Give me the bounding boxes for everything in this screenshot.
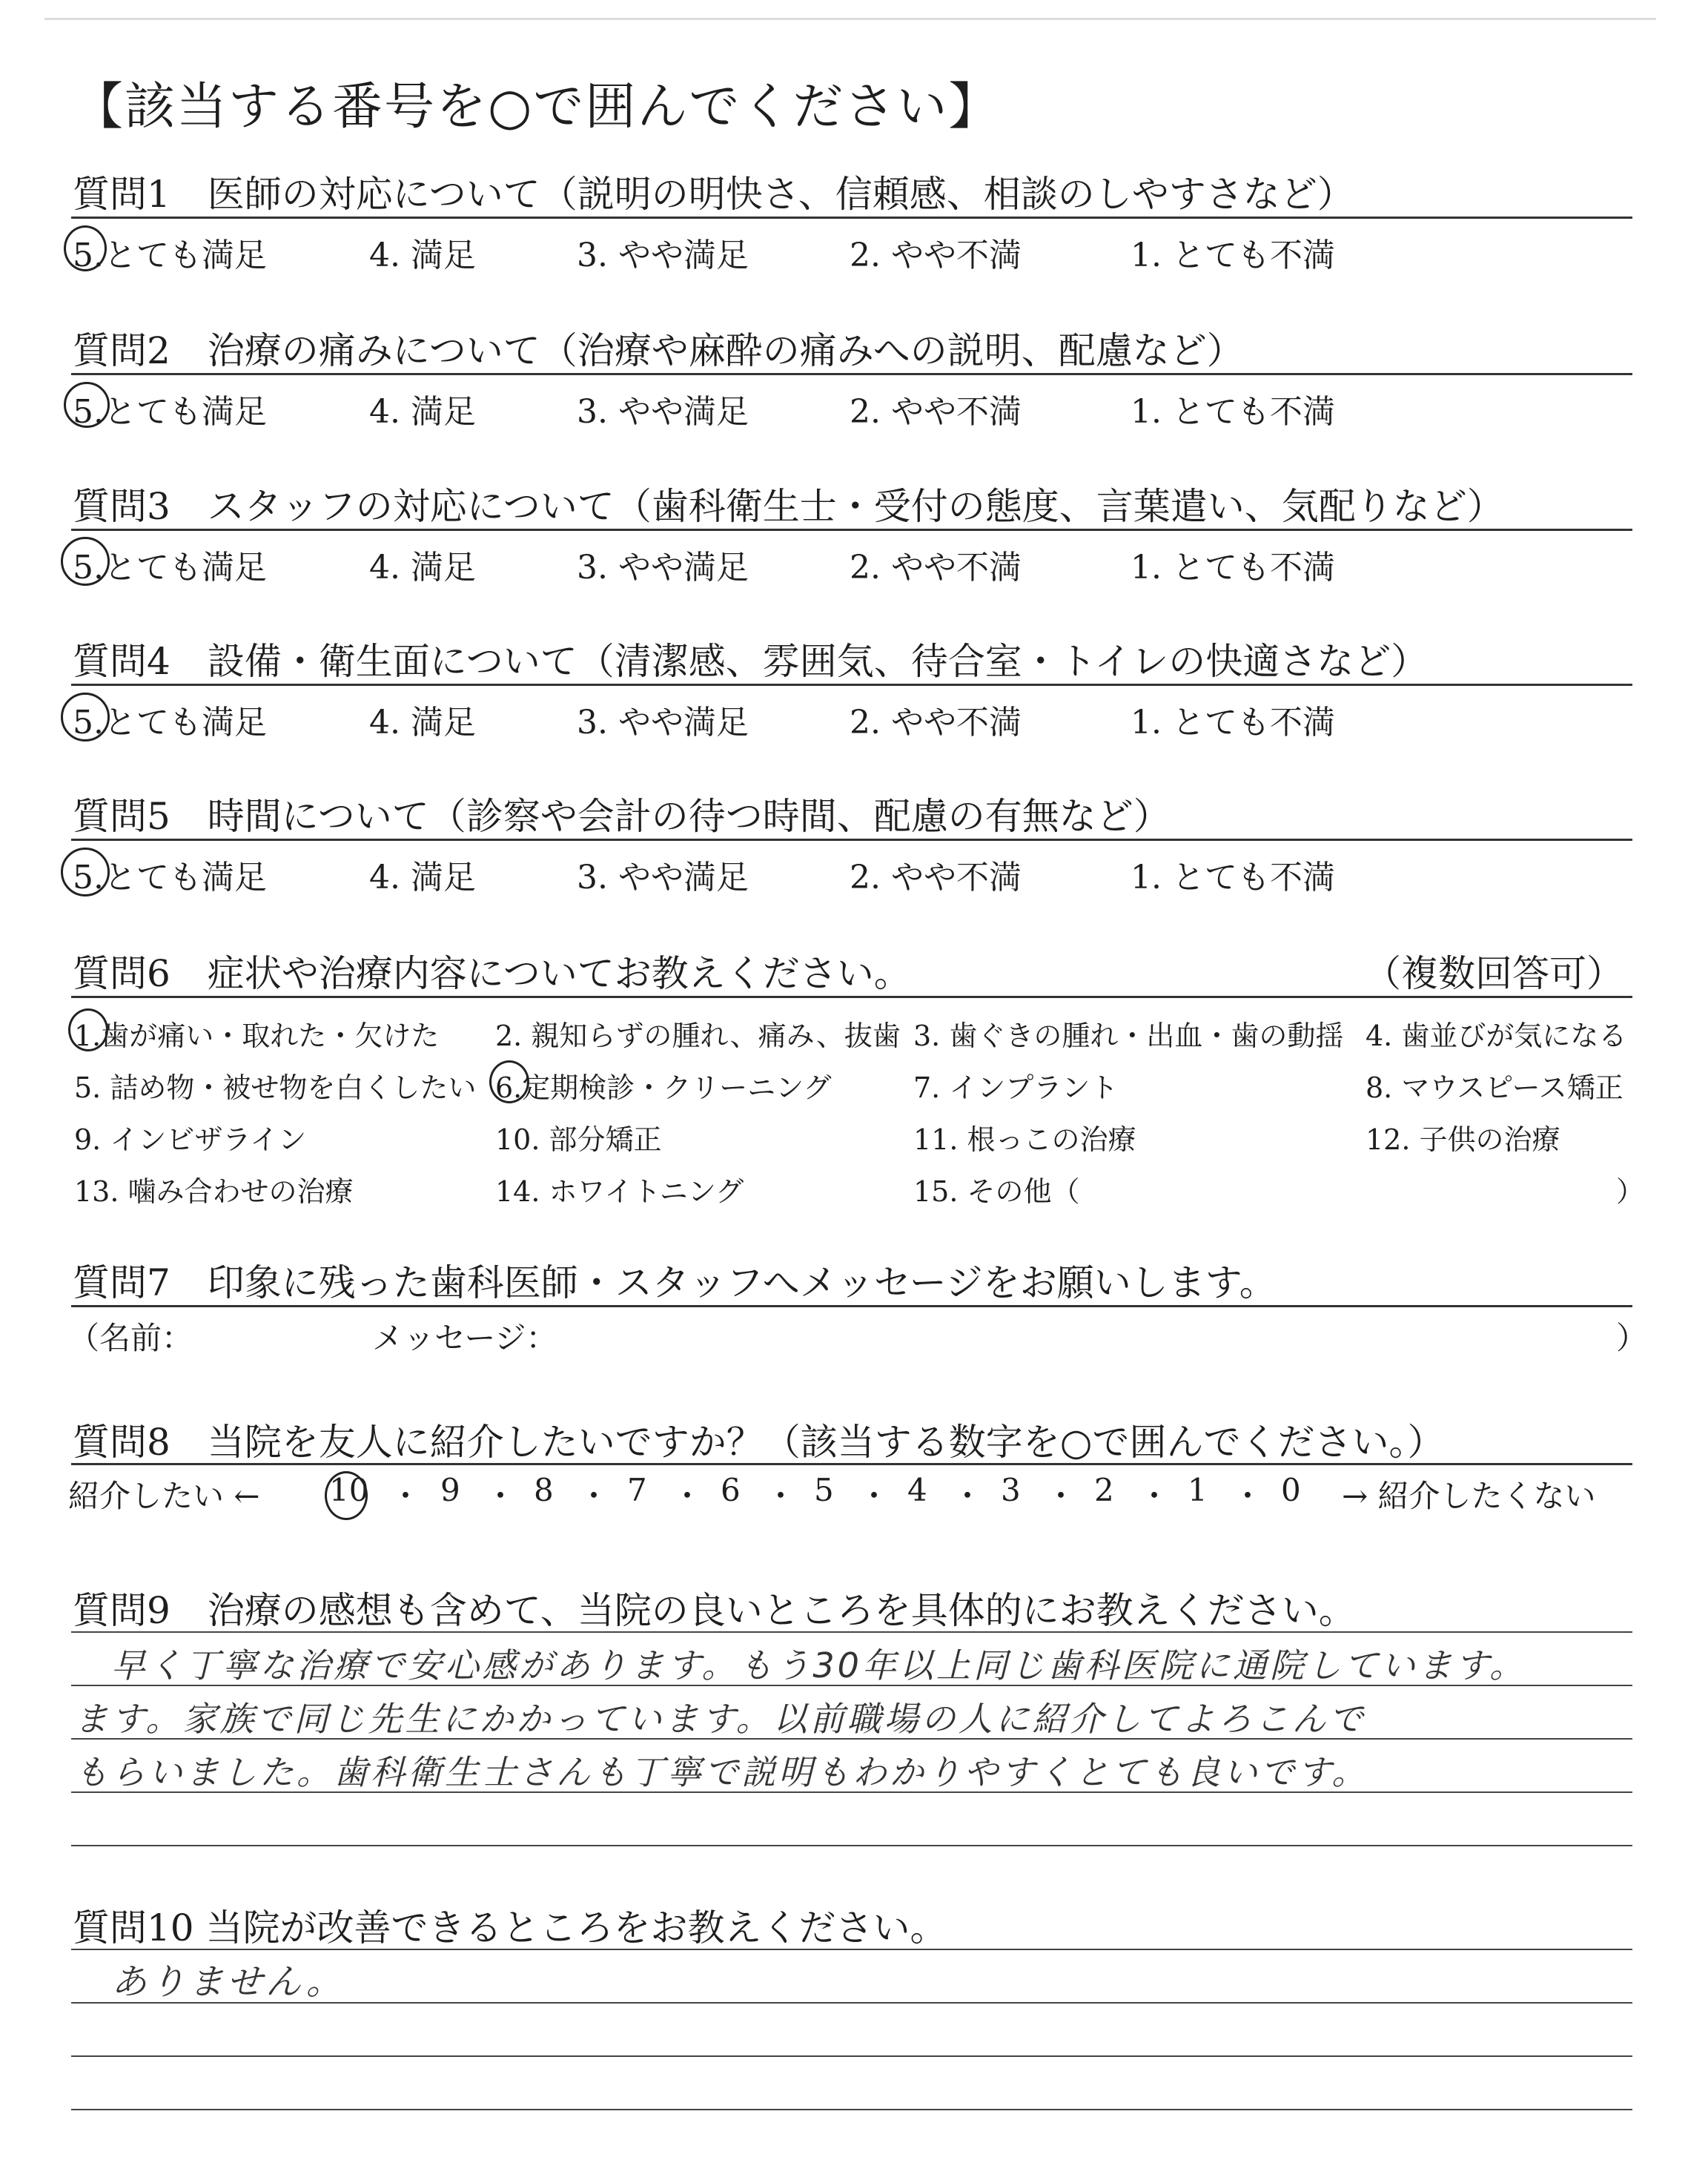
- q6-option-10[interactable]: 10. 部分矯正: [495, 1123, 662, 1156]
- q6-selected-circle-1: [68, 1008, 108, 1051]
- q8-dot: ・: [858, 1478, 890, 1514]
- q1-selected-circle: [64, 225, 107, 271]
- q5-selected-circle: [61, 848, 110, 896]
- q3-label: 質問3 スタッフの対応について（歯科衛生士・受付の態度、言葉遣い、気配りなど）: [73, 485, 1504, 528]
- q8-scale: [68, 1472, 1640, 1516]
- q8-value-6[interactable]: 6: [721, 1472, 741, 1508]
- q3-selected-circle: [61, 537, 110, 586]
- q7-close: ）: [1616, 1320, 1648, 1356]
- q8-dot: ・: [578, 1478, 610, 1514]
- q6-option-3[interactable]: 3. 歯ぐきの腫れ・出血・歯の動揺: [913, 1020, 1344, 1052]
- q8-value-0[interactable]: 0: [1281, 1472, 1301, 1508]
- q8-value-2[interactable]: 2: [1094, 1472, 1114, 1508]
- q8-dot: ・: [1139, 1478, 1171, 1514]
- q10-line: [71, 2109, 1632, 2110]
- q5-label: 質問5 時間について（診察や会計の待つ時間、配慮の有無など）: [73, 795, 1171, 838]
- q6-option-2[interactable]: 2. 親知らずの腫れ、痛み、抜歯: [495, 1020, 901, 1052]
- q8-dot: ・: [765, 1478, 797, 1514]
- q4-label: 質問4 設備・衛生面について（清潔感、雰囲気、待合室・トイレの快適さなど）: [73, 640, 1429, 683]
- q1-option-3[interactable]: 3. やや満足: [577, 237, 749, 274]
- q8-value-7[interactable]: 7: [627, 1472, 647, 1508]
- q7-rule: [71, 1305, 1632, 1307]
- q8-value-8[interactable]: 8: [534, 1472, 554, 1508]
- top-border: [44, 18, 1656, 20]
- q6-option-7[interactable]: 7. インプラント: [913, 1071, 1119, 1104]
- q8-value-1[interactable]: 1: [1188, 1472, 1208, 1508]
- q2-option-1[interactable]: 1. とても不満: [1131, 393, 1335, 431]
- q10-line: [71, 2055, 1632, 2057]
- q8-selected-circle: [325, 1471, 368, 1520]
- q1-option-4[interactable]: 4. 満足: [369, 237, 476, 274]
- q8-rule: [71, 1463, 1632, 1465]
- q1-option-5[interactable]: 5.とても満足: [73, 237, 267, 274]
- q6-rule: [71, 996, 1632, 998]
- q8-value-5[interactable]: 5: [814, 1472, 834, 1508]
- q6-option-12[interactable]: 12. 子供の治療: [1366, 1123, 1560, 1156]
- q8-dot: ・: [485, 1478, 517, 1514]
- q9-answer-line-1: 早く丁寧な治療で安心感があります。もう30年以上同じ歯科医院に通院しています。: [111, 1645, 1527, 1685]
- q5-option-3[interactable]: 3. やや満足: [577, 859, 749, 896]
- q6-option-15[interactable]: 15. その他（: [913, 1175, 1080, 1208]
- q6-option-1[interactable]: 1.歯が痛い・取れた・欠けた: [74, 1020, 440, 1052]
- q6-selected-circle-6: [489, 1060, 529, 1103]
- q8-dot: ・: [1045, 1478, 1077, 1514]
- q2-rule: [71, 373, 1632, 375]
- q1-label: 質問1 医師の対応について（説明の明快さ、信頼感、相談のしやすさなど）: [73, 173, 1354, 216]
- q3-option-5[interactable]: 5.とても満足: [73, 549, 267, 587]
- q8-dot: ・: [390, 1478, 422, 1514]
- q6-option-5[interactable]: 5. 詰め物・被せ物を白くしたい: [74, 1071, 477, 1104]
- q9-answer-line-3: もらいました。歯科衛生士さんも丁寧で説明もわかりやすくとても良いです。: [74, 1752, 1369, 1792]
- q4-option-1[interactable]: 1. とても不満: [1131, 704, 1335, 742]
- q6-option-11[interactable]: 11. 根っこの治療: [913, 1123, 1136, 1156]
- q2-option-5[interactable]: 5.とても満足: [73, 393, 267, 431]
- q6-option-8[interactable]: 8. マウスピース矯正: [1366, 1071, 1623, 1104]
- q6-option-14[interactable]: 14. ホワイトニング: [495, 1175, 744, 1208]
- q1-option-2[interactable]: 2. やや不満: [850, 237, 1022, 274]
- q9-answer-line-2: ます。家族で同じ先生にかかっています。以前職場の人に紹介してよろこんで: [74, 1699, 1366, 1739]
- q2-option-2[interactable]: 2. やや不満: [850, 393, 1022, 431]
- q3-option-1[interactable]: 1. とても不満: [1131, 549, 1335, 587]
- q4-selected-circle: [61, 693, 110, 742]
- q8-value-9[interactable]: 9: [440, 1472, 460, 1508]
- q8-dot: ・: [1232, 1478, 1264, 1514]
- q10-label: 質問10 当院が改善できるところをお教えください。: [73, 1906, 947, 1949]
- q6-option-4[interactable]: 4. 歯並びが気になる: [1366, 1020, 1627, 1052]
- q3-rule: [71, 529, 1632, 531]
- q4-option-3[interactable]: 3. やや満足: [577, 704, 749, 742]
- q8-dot: ・: [952, 1478, 984, 1514]
- q4-options: [73, 696, 1629, 740]
- q2-option-3[interactable]: 3. やや満足: [577, 393, 749, 431]
- q3-option-3[interactable]: 3. やや満足: [577, 549, 749, 587]
- q5-option-1[interactable]: 1. とても不満: [1131, 859, 1335, 896]
- q4-option-5[interactable]: 5.とても満足: [73, 704, 267, 742]
- q6-option-15-close: ）: [1616, 1175, 1645, 1208]
- q3-options: [73, 541, 1629, 585]
- q5-options: [73, 851, 1629, 895]
- q2-options: [73, 385, 1629, 429]
- q10-answer: ありません。: [111, 1961, 345, 2003]
- q8-value-3[interactable]: 3: [1001, 1472, 1021, 1508]
- instruction-header: 【該当する番号を○で囲んでください】: [73, 78, 1001, 136]
- q6-note: （複数回答可）: [1364, 952, 1623, 995]
- q6-option-6[interactable]: 6.定期検診・クリーニング: [495, 1071, 832, 1104]
- q4-rule: [71, 684, 1632, 686]
- q5-option-5[interactable]: 5.とても満足: [73, 859, 267, 896]
- q4-option-4[interactable]: 4. 満足: [369, 704, 476, 742]
- q6-label: 質問6 症状や治療内容についてお教えください。: [73, 952, 911, 995]
- q1-option-1[interactable]: 1. とても不満: [1131, 237, 1335, 274]
- q2-label: 質問2 治療の痛みについて（治療や麻酔の痛みへの説明、配慮など）: [73, 329, 1244, 372]
- q9-line: [71, 1845, 1632, 1846]
- q5-rule: [71, 839, 1632, 841]
- q1-rule: [71, 217, 1632, 219]
- q8-right-label: → 紹介したくない: [1342, 1478, 1596, 1514]
- q4-option-2[interactable]: 2. やや不満: [850, 704, 1022, 742]
- q9-label: 質問9 治療の感想も含めて、当院の良いところを具体的にお教えください。: [73, 1589, 1356, 1632]
- q8-value-4[interactable]: 4: [907, 1472, 927, 1508]
- q1-options: [73, 228, 1629, 273]
- q6-option-9[interactable]: 9. インビザライン: [74, 1123, 307, 1156]
- q2-selected-circle: [64, 382, 110, 428]
- q8-value-10[interactable]: 10: [329, 1472, 369, 1508]
- q10-line: [71, 1949, 1632, 1950]
- q7-label: 質問7 印象に残った歯科医師・スタッフへメッセージをお願いします。: [73, 1261, 1277, 1304]
- q8-dot: ・: [672, 1478, 704, 1514]
- q3-option-2[interactable]: 2. やや不満: [850, 549, 1022, 587]
- q6-option-13[interactable]: 13. 噛み合わせの治療: [74, 1175, 354, 1208]
- q7-message-label: メッセージ：: [372, 1320, 557, 1356]
- q5-option-2[interactable]: 2. やや不満: [850, 859, 1022, 896]
- q7-fields: [68, 1314, 1648, 1358]
- q9-line: [71, 1631, 1632, 1633]
- q7-name-label: （名前：: [68, 1320, 193, 1356]
- q8-label: 質問8 当院を友人に紹介したいですか？（該当する数字を○で囲んでください。）: [73, 1421, 1445, 1464]
- q5-option-4[interactable]: 4. 満足: [369, 859, 476, 896]
- q2-option-4[interactable]: 4. 満足: [369, 393, 476, 431]
- q3-option-4[interactable]: 4. 満足: [369, 549, 476, 587]
- q8-left-label: 紹介したい ←: [68, 1478, 260, 1514]
